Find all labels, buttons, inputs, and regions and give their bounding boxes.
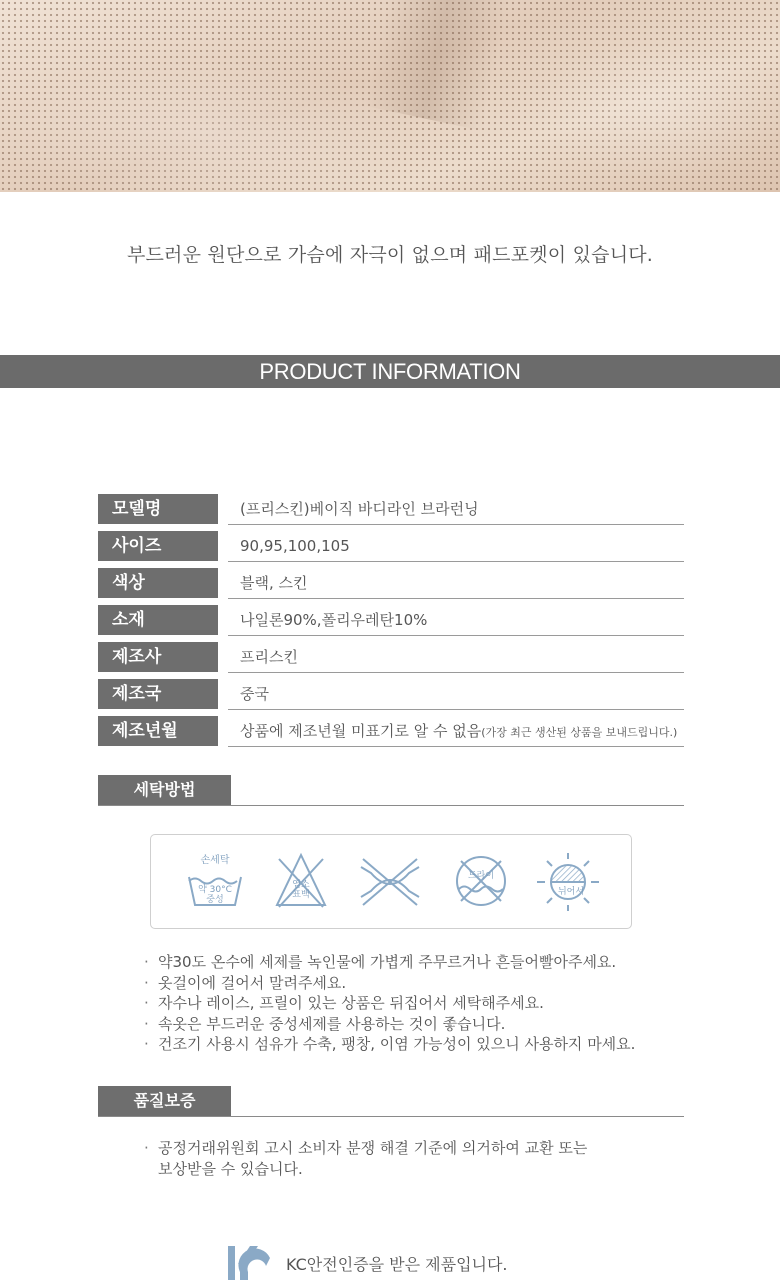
spec-value: 중국 <box>228 679 684 710</box>
product-fabric-photo <box>0 0 780 192</box>
quality-list <box>142 1138 587 1179</box>
spec-value: 프리스킨 <box>228 642 684 673</box>
list-item: · 약30도 온수에 세제를 녹인물에 가볍게 주무르거나 흔들어빨아주세요. <box>142 952 635 973</box>
svg-text:약 30°C: 약 30°C <box>198 885 232 895</box>
quality-title: 품질보증 <box>98 1086 231 1116</box>
list-item: · 자수나 레이스, 프릴이 있는 상품은 뒤집어서 세탁해주세요. <box>142 993 635 1014</box>
no-wring-icon <box>357 851 423 911</box>
list-item: · 옷걸이에 걸어서 말려주세요. <box>142 973 635 994</box>
wash-instructions-list <box>142 952 635 1055</box>
spec-label: 모델명 <box>98 494 218 524</box>
svg-text:중성: 중성 <box>206 895 224 905</box>
spec-value: 블랙, 스킨 <box>228 568 684 599</box>
spec-row <box>98 568 684 605</box>
dry-flat-shade-icon <box>535 851 601 913</box>
spec-label: 제조국 <box>98 679 218 709</box>
no-bleach-icon <box>273 851 329 911</box>
svg-text:염소: 염소 <box>292 880 310 890</box>
kc-text: KC안전인증을 받은 제품입니다. <box>286 1255 508 1274</box>
no-tumble-dry-icon <box>451 851 511 911</box>
spec-row <box>98 531 684 568</box>
spec-row <box>98 716 684 753</box>
spec-value: 90,95,100,105 <box>228 531 684 562</box>
list-item: · 공정거래위원회 고시 소비자 분쟁 해결 기준에 의거하여 교환 또는 보상받을 수 있습니다. <box>142 1138 587 1179</box>
svg-text:드라이: 드라이 <box>467 871 495 881</box>
list-item: · 건조기 사용시 섬유가 수축, 팽창, 이염 가능성이 있으니 사용하지 마세요. <box>142 1034 635 1055</box>
spec-row <box>98 642 684 679</box>
kc-certification <box>226 1242 576 1280</box>
svg-text:뉘어서: 뉘어서 <box>557 887 585 897</box>
spec-table <box>98 494 684 753</box>
spec-value: 나일론90%,폴리우레탄10% <box>228 605 684 636</box>
spec-row <box>98 679 684 716</box>
svg-text:표백: 표백 <box>292 890 310 900</box>
care-symbols-box <box>150 834 632 929</box>
spec-label: 사이즈 <box>98 531 218 561</box>
list-item: · 속옷은 부드러운 중성세제를 사용하는 것이 좋습니다. <box>142 1014 635 1035</box>
svg-text:손세탁: 손세탁 <box>200 855 230 866</box>
spec-row <box>98 605 684 642</box>
wash-section-header <box>98 775 684 806</box>
hand-wash-icon <box>185 851 245 913</box>
spec-label: 제조년월 <box>98 716 218 746</box>
product-caption: 부드러운 원단으로 가슴에 자극이 없으며 패드포켓이 있습니다. <box>126 244 654 266</box>
spec-value: (프리스킨)베이직 바디라인 브라런닝 <box>228 494 684 525</box>
kc-logo-icon <box>226 1242 272 1280</box>
quality-section-header <box>98 1086 684 1117</box>
wash-title: 세탁방법 <box>98 775 231 805</box>
spec-label: 소재 <box>98 605 218 635</box>
spec-label: 색상 <box>98 568 218 598</box>
spec-row <box>98 494 684 531</box>
spec-label: 제조사 <box>98 642 218 672</box>
spec-value: 상품에 제조년월 미표기로 알 수 없음(가장 최근 생산된 상품을 보내드립니다.) <box>228 716 684 747</box>
product-information-header: PRODUCT INFORMATION <box>0 355 780 388</box>
